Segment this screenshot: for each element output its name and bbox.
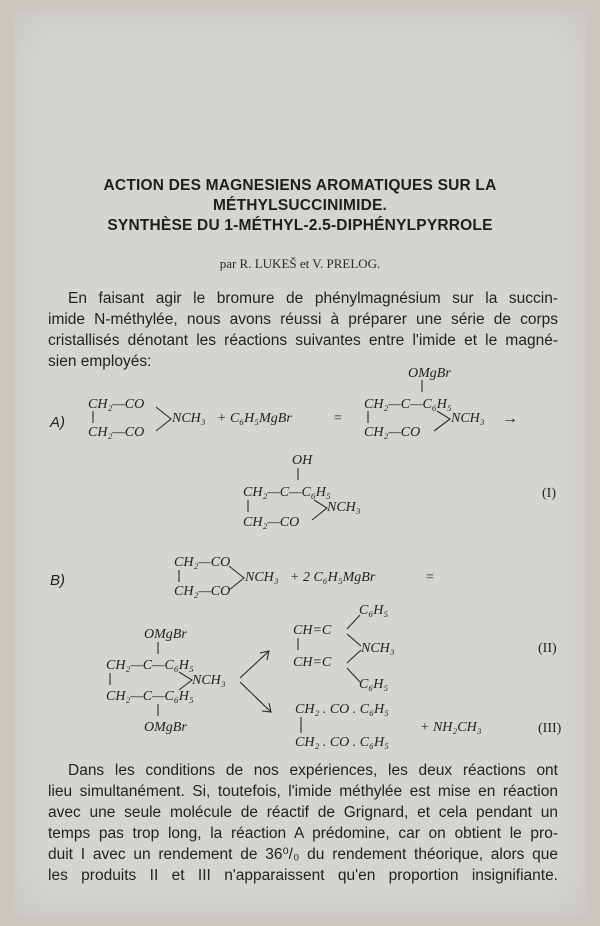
a-int-nch3: NCH₃ bbox=[451, 411, 485, 426]
a-reagent: + C₆H₅MgBr bbox=[217, 411, 292, 426]
scanned-page bbox=[14, 10, 586, 916]
ii-bottom: CH=C bbox=[293, 655, 332, 670]
authors-line: par R. LUKEŠ et V. PRELOG. bbox=[219, 256, 381, 271]
intro-line-4: sien employés: bbox=[48, 353, 152, 370]
b-int-top: CH₂—C—C₆H₅ bbox=[106, 658, 194, 673]
a-reactant-bottom: CH₂—CO bbox=[88, 425, 145, 440]
intro-paragraph bbox=[48, 288, 558, 372]
conclusion-line-2: lieu simultanément. Si, toutefois, l'imide méthylée est mise en réaction bbox=[48, 783, 558, 800]
title-line-1: ACTION DES MAGNESIENS AROMATIQUES SUR LA bbox=[103, 177, 497, 194]
title-line-2: MÉTHYLSUCCINIMIDE. bbox=[212, 197, 388, 214]
ii-top: CH=C bbox=[293, 623, 332, 638]
product-number-iii: (III) bbox=[538, 721, 562, 736]
intro-line-2: imide N-méthylée, nous avons réussi à préparer une série de corps bbox=[48, 311, 558, 328]
iii-top: CH₂ . CO . C₆H₅ bbox=[295, 702, 389, 717]
ii-c6h5-top: C₆H₅ bbox=[359, 603, 389, 618]
b-int-nch3: NCH₃ bbox=[192, 673, 226, 688]
a-reactant-top: CH₂—CO bbox=[88, 397, 145, 412]
i-nch3: NCH₃ bbox=[327, 500, 361, 515]
conclusion-line-1: Dans les conditions de nos expériences, les deux réactions ont bbox=[68, 762, 558, 779]
b-reagent: + 2 C₆H₅MgBr bbox=[290, 570, 376, 585]
title-line-3: SYNTHÈSE DU 1-MÉTHYL-2.5-DIPHÉNYLPYRROLE bbox=[107, 217, 493, 234]
iii-bottom: CH₂ . CO . C₆H₅ bbox=[295, 735, 389, 750]
a-int-bottom: CH₂—CO bbox=[364, 425, 421, 440]
i-top: CH₂—C—C₆H₅ bbox=[243, 485, 331, 500]
conclusion-line-3: avec une seule molécule de réactif de Grignard, et cela pendant un bbox=[48, 804, 558, 821]
a-int-omgbr: OMgBr bbox=[408, 366, 451, 381]
conclusion-paragraph bbox=[48, 760, 558, 886]
reaction-label-a: A) bbox=[50, 414, 65, 431]
i-bottom: CH₂—CO bbox=[243, 515, 300, 530]
a-arrow: → bbox=[502, 410, 518, 427]
a-equals: = bbox=[334, 411, 342, 426]
intro-line-1: En faisant agir le bromure de phénylmagnésium sur la succin- bbox=[68, 290, 558, 307]
ii-c6h5-bottom: C₆H₅ bbox=[359, 677, 389, 692]
product-number-ii: (II) bbox=[538, 641, 557, 656]
ii-nch3: NCH₃ bbox=[361, 641, 395, 656]
b-int-bottom: CH₂—C—C₆H₅ bbox=[106, 689, 194, 704]
i-oh: OH bbox=[292, 453, 313, 468]
b-equals: = bbox=[426, 570, 434, 585]
conclusion-line-5: duit I avec un rendement de 36⁰/₀ du rendement théorique, alors que bbox=[48, 846, 558, 863]
b-reactant-nch3: NCH₃ bbox=[245, 570, 279, 585]
b-reactant-bottom: CH₂—CO bbox=[174, 584, 231, 599]
b-reactant-top: CH₂—CO bbox=[174, 555, 231, 570]
conclusion-line-4: temps pas trop long, la réaction A prédomine, car on obtient le pro- bbox=[48, 825, 558, 842]
reaction-label-b: B) bbox=[50, 572, 65, 589]
conclusion-line-6: les produits II et III n'apparaissent qu'en proportion insignifiante. bbox=[48, 867, 558, 884]
a-reactant-nch3: NCH₃ bbox=[172, 411, 206, 426]
a-int-top: CH₂—C—C₆H₅ bbox=[364, 397, 452, 412]
product-number-i: (I) bbox=[542, 486, 556, 501]
iii-nh2ch3: + NH₂CH₃ bbox=[420, 720, 482, 735]
b-int-omgbr-top: OMgBr bbox=[144, 627, 187, 642]
intro-line-3: cristallisés dénotant les réactions suivantes entre l'imide et le magné- bbox=[48, 332, 558, 349]
b-int-omgbr-bottom: OMgBr bbox=[144, 720, 187, 735]
